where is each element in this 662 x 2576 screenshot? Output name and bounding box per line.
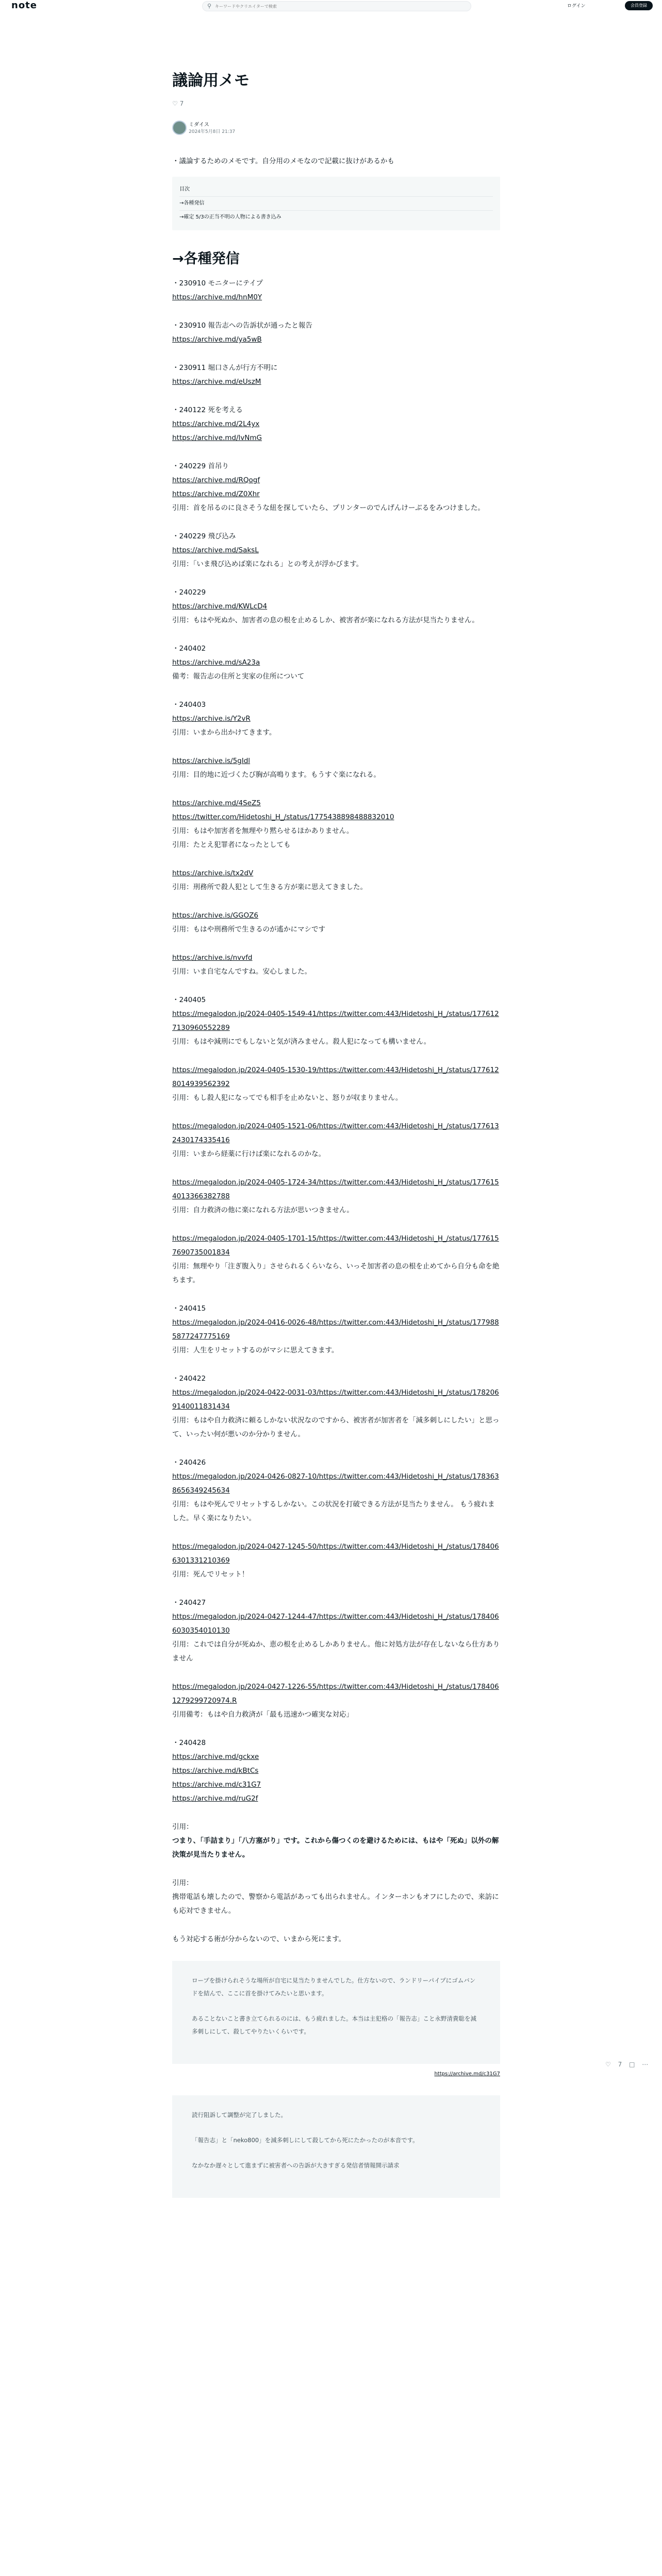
entry-line [172,487,500,501]
archive-link[interactable]: https://megalodon.jp/2024-0422-0031-03/https://twitter.com:443/Hidetoshi_H_/status/1782069140011831434 [172,1388,499,1411]
archive-link[interactable]: https://archive.md/hnM0Y [172,293,262,301]
archive-link[interactable]: https://archive.is/tx2dV [172,869,254,877]
entry-line [172,768,500,782]
entry-line [172,1035,500,1049]
archive-link[interactable]: https://archive.md/2L4yx [172,420,260,428]
quote-line: ロープを掛けられそうな場所が自宅に見当たりませんでした。仕方ないので、ランドリーパイプにゴムバンドを結んで、ここに首を掛けてみたいと思います。 [192,1977,476,1997]
archive-link[interactable]: https://archive.md/ya5wB [172,335,262,344]
quote-line: 読行阻訴して調整が完了しました。 [192,2111,287,2119]
entry-line [172,1596,500,1610]
entry-line [172,403,500,417]
entry-line [172,544,500,557]
entry-line [172,951,500,965]
entry-line [172,726,500,740]
entry-text: ・240229 飛び込み [172,532,236,540]
archive-link[interactable]: https://twitter.com/Hidetoshi_H_/status/1775438898488832010 [172,813,394,821]
entry-line [172,361,500,375]
entry-line [172,319,500,333]
entry-line [172,1063,500,1091]
entry-line [172,375,500,389]
login-link[interactable]: ログイン [567,4,586,9]
entry-line [172,867,500,880]
entry-line [172,557,500,571]
entry-text: 引用：いま自宅なんですね。安心しました。 [172,968,311,976]
archive-link[interactable]: https://megalodon.jp/2024-0405-1701-15/https://twitter.com:443/Hidetoshi_H_/status/1776157690735001834 [172,1234,499,1257]
closing-line: 引用： [172,1879,193,1887]
search-icon: ⚲ [207,3,212,9]
entry-text: ・240427 [172,1599,206,1607]
section-heading: →各種発信 [172,251,240,267]
entry-text: 引用：もはや自力救済に頼るしかない状況なのですから、被害者が加害者を「減多刺しにしたい」と思って、いったい何が悪いのか分かりません。 [172,1416,500,1438]
entry-line [172,614,500,628]
entry-line [172,1344,500,1358]
entry-line [172,431,500,445]
entry-text: 引用：目的地に近づくたび胸が高鳴ります。もうすぐ楽になれる。 [172,771,380,779]
entry-line [172,1414,500,1442]
entry-line [172,1120,500,1147]
search-input[interactable] [215,2,462,10]
entry-text: 引用：もはや死ぬか、加害者の息の根を止めるしか、被害者が楽になれる方法が見当たりません。 [172,616,479,624]
entry-text: 引用：もはや減刑にでもしないと気が済みません。殺人犯になっても構いません。 [172,1038,431,1046]
avatar[interactable] [172,121,187,135]
entry-text: 備考：報告志の住所と実家の住所について [172,672,305,681]
archive-link[interactable]: https://archive.md/sA23a [172,658,260,667]
entry-text: 引用：もはや刑務所で生きるのが遙かにマシです [172,925,325,934]
entry-line [172,1204,500,1217]
share-icon[interactable]: ⋯ [642,2061,649,2068]
entry-line [172,1176,500,1204]
entry-text: ・240428 [172,1739,206,1747]
archive-link[interactable]: https://megalodon.jp/2024-0427-1245-50/https://twitter.com:443/Hidetoshi_H_/status/1784066301331210369 [172,1543,499,1565]
entry-line [172,1568,500,1582]
archive-link[interactable]: https://megalodon.jp/2024-0427-1244-47/https://twitter.com:443/Hidetoshi_H_/status/1784066030354010130 [172,1613,499,1635]
entry-text: 引用：死んでリセット！ [172,1570,249,1579]
entry-line [172,642,500,656]
entry-line [172,1260,500,1287]
site-header [0,0,662,12]
entry-line [172,1302,500,1316]
entry-text: 引用：自力救済の他に楽になれる方法が思いつきません。 [172,1206,354,1214]
entry-line [172,1007,500,1035]
entry-text: ・240403 [172,701,206,709]
closing-text [172,1820,500,1946]
entry-line [172,417,500,431]
entry-line [172,600,500,614]
entry-text: 引用：もはや加害者を無理やり黙らせるほかありません。 [172,827,354,835]
entry-line [172,824,500,838]
entry-line [172,909,500,923]
entry-line [172,1792,500,1806]
entry-line [172,1456,500,1470]
entry-list [172,277,500,1820]
toc-item[interactable]: →確定 5/3の正当不明の人物による書き込み [179,214,282,220]
search-box[interactable] [202,1,471,11]
entry-line [172,586,500,600]
like-count: 7 [179,100,184,107]
entry-line [172,838,500,852]
archive-link[interactable]: https://archive.is/5gIdl [172,757,251,765]
comment-icon[interactable]: □ [629,2061,635,2068]
entry-line [172,754,500,768]
publish-date: 2024年5月8日 21:37 [189,129,236,134]
entry-line [172,1778,500,1792]
entry-text: ・240122 死を考える [172,406,243,414]
quote-line: あることないこと書き立てられるのには、もう疲れました。本当は主犯格の「報告志」こと永野清貴聡を減多刺しにして、殺してやりたいくらいです。 [192,2015,476,2035]
entry-text: 引用：首を吊るのに良さそうな紐を探していたら、プリンターのでんげんけーぶるをみつけました。 [172,504,485,512]
entry-text: 引用：もし殺人犯になってでも相手を止めないと、怒りが収まりません。 [172,1094,403,1102]
note-logo[interactable]: note [11,0,37,11]
archive-link[interactable]: https://archive.md/c31G7 [172,1781,261,1789]
entry-line [172,333,500,347]
side-like-count: 7 [618,2061,622,2068]
archive-link[interactable]: https://archive.md/RQogf [172,476,260,484]
entry-line [172,712,500,726]
entry-line [172,880,500,894]
table-of-contents [172,177,500,230]
floating-actions [605,2061,653,2068]
archive-link[interactable]: https://archive.md/KWLcD4 [172,602,268,611]
archive-link[interactable]: https://archive.is/GGOZ6 [172,911,258,920]
entry-text: ・230910 報告志への告訴状が通ったと報告 [172,321,312,330]
entry-text: 引用：いまから出かけてきます。 [172,728,276,737]
archive-link[interactable]: https://archive.md/eUszM [172,378,261,386]
entry-line [172,1680,500,1708]
closing-line: 引用： [172,1823,193,1831]
like-row [172,100,184,107]
article-body [172,155,500,2201]
entry-line [172,1498,500,1526]
entry-text: 引用：たとえ犯罪者になったとしても [172,841,291,849]
quote-line: なかなか遅々として進まずに被害者への告訴が大きすぎる発信者情報開示請求 [192,2162,400,2169]
closing-line: もう対応する術が分からないので、いまから死にます。 [172,1935,346,1943]
archive-link[interactable]: https://archive.md/SaksL [172,546,259,554]
signup-button[interactable]: 会員登録 [625,1,653,10]
entry-text: ・240402 [172,645,206,653]
archive-link[interactable]: https://archive.md/lvNmG [172,434,262,442]
entry-text: ・240405 [172,996,206,1004]
entry-line [172,530,500,544]
closing-line: つまり、「手詰まり」「八方塞がり」です。これから傷つくのを避けるためには、もはや「死ぬ」以外の解決策が見当たりません。 [172,1837,499,1859]
entry-text: 引用備考：もはや自力救済が「最も迅速かつ確実な対応」 [172,1710,353,1719]
entry-line [172,698,500,712]
entry-line [172,796,500,810]
entry-line [172,993,500,1007]
entry-text: ・230910 モニターにテイプ [172,279,263,287]
entry-text: 引用：もはや死んでリセットするしかない。この状況を打破できる方法が見当たりません。 もう疲れました。早く楽になりたい。 [172,1500,495,1522]
entry-line [172,1764,500,1778]
entry-line [172,1147,500,1161]
entry-line [172,1708,500,1722]
toc-item: 目次 [179,183,493,197]
quote-line: 「報告志」と「neko800」を減多刺しにして殺してから死にたかったのが本音です。 [192,2137,419,2144]
entry-line [172,1736,500,1750]
entry-line [172,1638,500,1666]
entry-line [172,1540,500,1568]
entry-text: ・230911 堀口さんが行方不明に [172,364,278,372]
archive-link[interactable]: https://megalodon.jp/2024-0405-1549-41/https://twitter.com:443/Hidetoshi_H_/status/1776127130960552289 [172,1010,499,1032]
entry-text: 引用：いまから経薬に行けば楽になれるのかな。 [172,1150,325,1158]
archive-link[interactable]: https://archive.md/kBtCs [172,1767,259,1775]
entry-line [172,1091,500,1105]
entry-line [172,1232,500,1260]
toc-item[interactable]: →各種発信 [179,197,493,211]
author-name[interactable]: ミダイス [189,122,209,128]
archive-link[interactable]: https://archive.md/gckxe [172,1753,259,1761]
archive-link[interactable]: https://megalodon.jp/2024-0405-1530-19/https://twitter.com:443/Hidetoshi_H_/status/1776128014939562392 [172,1066,499,1088]
entry-text: 引用：これでは自分が死ぬか、恵の根を止めるしかありません。他に対処方法が存在しないなら仕方ありません [172,1640,500,1663]
entry-line [172,923,500,937]
entry-line [172,1386,500,1414]
entry-line [172,1470,500,1498]
entry-line [172,1610,500,1638]
quote-source-link[interactable]: https://archive.md/c31G7 [434,2071,500,2077]
archive-link[interactable]: https://megalodon.jp/2024-0405-1521-06/https://twitter.com:443/Hidetoshi_H_/status/1776132430174335416 [172,1122,499,1144]
archive-link[interactable]: https://megalodon.jp/2024-0416-0026-48/https://twitter.com:443/Hidetoshi_H_/status/1779885877247775169 [172,1318,499,1341]
entry-line [172,473,500,487]
entry-line [172,810,500,824]
archive-link[interactable]: https://megalodon.jp/2024-0405-1724-34/https://twitter.com:443/Hidetoshi_H_/status/1776154013366382788 [172,1178,499,1200]
blockquote [172,2095,500,2198]
entry-text: 引用：無理やり「注ぎ腹入り」させられるくらいなら、いっそ加害者の息の根を止めてから自分も命を絶ちます。 [172,1262,500,1284]
entry-line [172,670,500,684]
archive-link[interactable]: https://archive.md/ruG2f [172,1794,258,1803]
intro-text: ・議論するためのメモです。自分用のメモなので記載に抜けがあるかも [172,157,394,165]
entry-line [172,656,500,670]
article-title: 議論用メモ [172,72,250,90]
blockquote [172,1961,500,2064]
closing-line: 携帯電話も壊したので、警察から電話があっても出られません。インターホンもオフにしたので、来訪にも応対できません。 [172,1893,499,1915]
entry-text: ・240415 [172,1304,206,1313]
entry-text: ・240422 [172,1375,206,1383]
archive-link[interactable]: https://megalodon.jp/2024-0427-1226-55/https://twitter.com:443/Hidetoshi_H_/status/1784061279299720974.R [172,1683,499,1705]
entry-line [172,1750,500,1764]
entry-line [172,1316,500,1344]
heart-icon[interactable]: ♡ [605,2061,611,2068]
entry-line [172,965,500,979]
entry-line [172,460,500,473]
archive-link[interactable]: https://archive.is/nvvfd [172,954,253,962]
entry-text: ・240229 [172,588,206,597]
archive-link[interactable]: https://archive.md/4SeZ5 [172,799,261,807]
entry-line [172,1372,500,1386]
entry-text: ・240229 首吊り [172,462,229,470]
entry-line [172,277,500,291]
archive-link[interactable]: https://archive.md/Z0Xhr [172,490,260,498]
archive-link[interactable]: https://megalodon.jp/2024-0426-0827-10/https://twitter.com:443/Hidetoshi_H_/status/1783638656349245634 [172,1472,499,1495]
entry-text: 引用：「いま飛び込めば楽になれる」との考えが浮かびます。 [172,560,363,568]
entry-text: 引用：人生をリセットするのがマシに思えてきます。 [172,1346,339,1354]
heart-icon[interactable]: ♡ [172,100,178,107]
entry-line [172,291,500,304]
entry-line [172,501,500,515]
archive-link[interactable]: https://archive.is/Y2vR [172,715,251,723]
entry-text: 引用：刑務所で殺人犯として生きる方が楽に思えてきました。 [172,883,367,891]
entry-text: ・240426 [172,1459,206,1467]
